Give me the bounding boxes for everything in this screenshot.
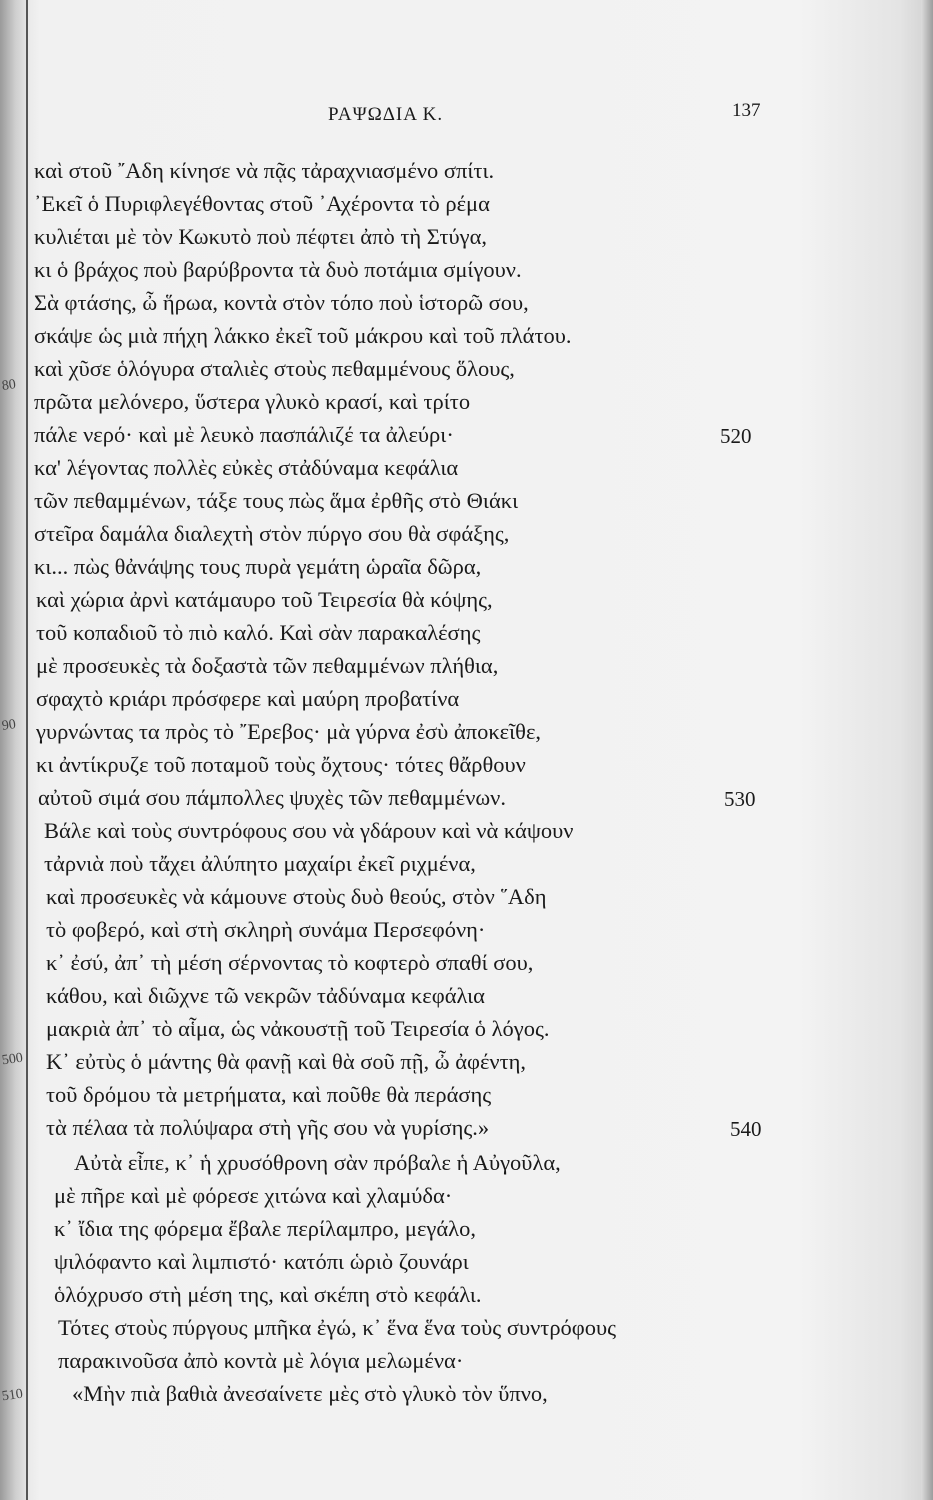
poem-line: παρακινοῦσα ἀπὸ κοντὰ μὲ λόγια μελωμένα· [58, 1348, 464, 1373]
poem-line: «Μὴν πιὰ βαθιὰ ἀνεσαίνετε μὲς στὸ γλυκὸ τὸν ὕπνο, [72, 1381, 548, 1406]
poem-line: μὲ πῆρε καὶ μὲ φόρεσε χιτώνα καὶ χλαμύδα· [54, 1183, 453, 1208]
poem-line: Τότες στοὺς πύργους μπῆκα ἐγώ, κ᾿ ἕνα ἕνα τοὺς συντρόφους [58, 1315, 617, 1340]
poem-line: τὸ φοβερό, καὶ στὴ σκληρὴ συνάμα Περσεφόνη· [46, 917, 486, 942]
poem-line: τῶν πεθαμμένων, τάξε τους πὼς ἅμα ἐρθῆς στὸ Θιάκι [34, 488, 519, 513]
poem-line: σκάψε ὡς μιὰ πήχη λάκκο ἐκεῖ τοῦ μάκρου καὶ τοῦ πλάτου. [34, 323, 572, 348]
poem-line: τὰ πέλαα τὰ πολύψαρα στὴ γῆς σου νὰ γυρίσης.» [46, 1115, 490, 1140]
line-number: 520 [720, 424, 752, 448]
line-number: 540 [730, 1117, 762, 1141]
margin-number: 80 [0, 377, 17, 394]
poem-line: κα' λέγοντας πολλὲς εὐκὲς στἀδύναμα κεφάλια [34, 455, 459, 480]
poem-line: αὐτοῦ σιμά σου πάμπολλες ψυχὲς τῶν πεθαμμένων. [38, 785, 506, 810]
poem-line: Βάλε καὶ τοὺς συντρόφους σου νὰ γδάρουν καὶ νὰ κάψουν [44, 818, 574, 843]
poem-line: Σὰ φτάσης, ὦ ἥρωα, κοντὰ στὸν τόπο ποὺ ἱστορῶ σου, [34, 290, 529, 315]
poem-line: τοῦ δρόμου τὰ μετρήματα, καὶ ποῦθε θὰ περάσης [46, 1082, 492, 1107]
poem-line: κ᾿ ἴδια της φόρεμα ἔβαλε περίλαμπρο, μεγάλο, [54, 1216, 476, 1241]
poem-line: τοῦ κοπαδιοῦ τὸ πιὸ καλό. Καὶ σὰν παρακαλέσης [36, 620, 481, 645]
poem-line: μὲ προσευκὲς τὰ δοξαστὰ τῶν πεθαμμένων πλήθια, [36, 653, 499, 678]
margin-number: 90 [0, 717, 17, 734]
facing-page-edge [0, 0, 28, 1500]
poem-line: κυλιέται μὲ τὸν Κωκυτὸ ποὺ πέφτει ἀπὸ τὴ Στύγα, [34, 224, 487, 249]
poem-line: κι ὁ βράχος ποὺ βαρύβροντα τὰ δυὸ ποτάμια σμίγουν. [34, 257, 522, 282]
running-head [0, 100, 933, 130]
poem-line: κι ἀντίκρυζε τοῦ ποταμοῦ τοὺς ὄχτους· τότες θἄρθουν [36, 752, 526, 777]
poem-line: κι... πὼς θἀνάψης τους πυρὰ γεμάτη ὡραῖα δῶρα, [34, 554, 482, 579]
poem-line: τἀρνιὰ ποὺ τἄχει ἀλύπητο μαχαίρι ἐκεῖ ριχμένα, [44, 851, 476, 876]
poem-line: πάλε νερό· καὶ μὲ λευκὸ πασπάλιζέ τα ἀλεύρι· [34, 422, 454, 447]
poem-line: ὁλόχρυσο στὴ μέση της, καὶ σκέπη στὸ κεφάλι. [54, 1282, 482, 1307]
poem-line: κάθου, καὶ διῶχνε τῶ νεκρῶν τἀδύναμα κεφάλια [46, 983, 485, 1008]
poem-line: Κ᾿ εὐτὺς ὁ μάντης θὰ φανῇ καὶ θὰ σοῦ πῇ, ὦ ἀφέντη, [46, 1049, 527, 1074]
poem-line: καὶ στοῦ ῎Αδη κίνησε νὰ πᾷς τἀραχνιασμένο σπίτι. [34, 158, 495, 183]
poem-line: γυρνώντας τα πρὸς τὸ ῎Ερεβος· μὰ γύρνα ἐσὺ ἀποκεῖθε, [36, 719, 542, 744]
poem-line: στεῖρα δαμάλα διαλεχτὴ στὸν πύργο σου θὰ σφάξης, [34, 521, 510, 546]
poem-line: σφαχτὸ κριάρι πρόσφερε καὶ μαύρη προβατίνα [36, 686, 460, 711]
poem-line: καὶ χώρια ἀρνὶ κατάμαυρο τοῦ Τειρεσία θὰ κόψης, [36, 587, 493, 612]
poem-line: ᾿Εκεῖ ὁ Πυριφλεγέθοντας στοῦ ᾿Αχέροντα τὸ ρέμα [34, 191, 490, 216]
page-title: ΡΑΨΩΔΙΑ Κ. [328, 104, 444, 125]
page-edge [921, 0, 933, 1500]
poem-line: καὶ προσευκὲς νὰ κάμουνε στοὺς δυὸ θεούς, στὸν ῞Αδη [46, 884, 547, 909]
poem-line: μακριὰ ἀπ᾿ τὸ αἷμα, ὡς νἀκουστῇ τοῦ Τειρεσία ὁ λόγος. [46, 1016, 550, 1041]
poem-line: καὶ χῦσε ὁλόγυρα σταλιὲς στοὺς πεθαμμένους ὅλους, [34, 356, 515, 381]
poem-line: πρῶτα μελόνερο, ὕστερα γλυκὸ κρασί, καὶ τρίτο [34, 389, 471, 414]
poem-line: ψιλόφαντο καὶ λιμπιστό· κατόπι ὡριὸ ζουνάρι [54, 1249, 469, 1274]
page-number: 137 [732, 100, 761, 121]
poem-line: Αὐτὰ εἶπε, κ᾿ ἡ χρυσόθρονη σὰν πρόβαλε ἡ Αὐγοῦλα, [74, 1150, 561, 1175]
poem-line: κ᾿ ἐσύ, ἀπ᾿ τὴ μέση σέρνοντας τὸ κοφτερὸ σπαθί σου, [46, 950, 534, 975]
margin-number: 510 [0, 1386, 24, 1405]
margin-number: 500 [0, 1050, 24, 1069]
line-number: 530 [724, 787, 756, 811]
